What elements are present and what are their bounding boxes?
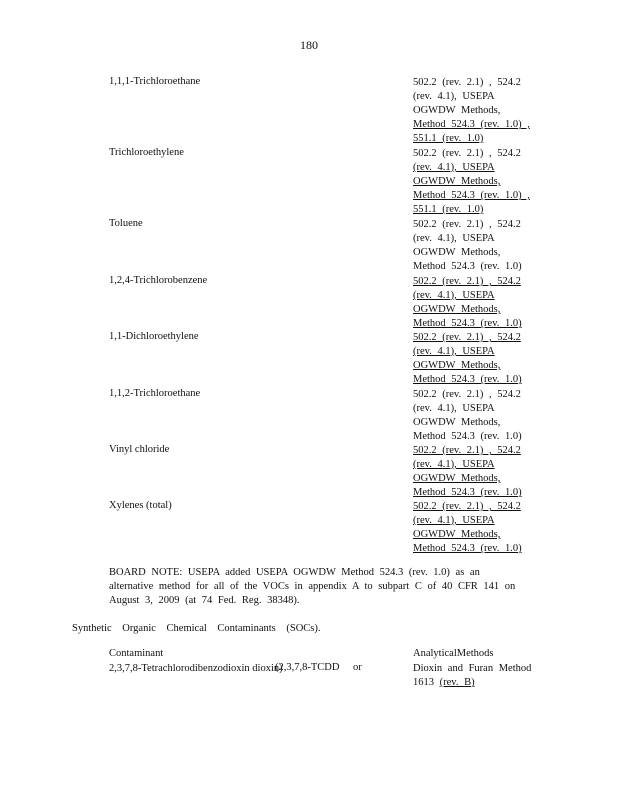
soc-section-title: Synthetic Organic Chemical Contaminants (SOCs).	[72, 623, 321, 634]
voc-method-line: Method 524.3 (rev. 1.0)	[413, 487, 522, 498]
analytical-methods-column-header: AnalyticalMethods	[413, 648, 494, 659]
soc-contaminant-abbreviation: (2,3,7,8-TCDD	[275, 662, 340, 673]
voc-contaminant-name: Toluene	[109, 218, 143, 229]
voc-method-line: 502.2 (rev. 2.1) , 524.2	[413, 445, 521, 456]
voc-method-line: OGWDW Methods,	[413, 105, 501, 116]
voc-method-line: Method 524.3 (rev. 1.0)	[413, 543, 522, 554]
soc-method-text: Dioxin and Furan Method	[413, 663, 532, 674]
voc-method-line: 502.2 (rev. 2.1) , 524.2	[413, 77, 521, 88]
voc-method-cell	[413, 218, 533, 274]
page-number: 180	[300, 38, 318, 52]
voc-method-line: OGWDW Methods,	[413, 247, 501, 258]
soc-method-number: 1613	[413, 677, 434, 688]
voc-contaminant-name: Trichloroethylene	[109, 147, 184, 158]
voc-method-line: 551.1 (rev. 1.0)	[413, 204, 484, 215]
voc-method-line: OGWDW Methods,	[413, 360, 501, 371]
voc-contaminant-name: 1,1-Dichloroethylene	[109, 331, 199, 342]
voc-method-line: 502.2 (rev. 2.1) , 524.2	[413, 276, 521, 287]
voc-method-cell	[413, 331, 533, 387]
voc-method-line: 551.1 (rev. 1.0)	[413, 133, 484, 144]
voc-method-line: (rev. 4.1), USEPA	[413, 290, 495, 301]
voc-method-cell	[413, 388, 533, 444]
voc-method-line: (rev. 4.1), USEPA	[413, 459, 495, 470]
voc-method-line: (rev. 4.1), USEPA	[413, 162, 495, 173]
voc-method-line: OGWDW Methods,	[413, 304, 501, 315]
voc-method-line: 502.2 (rev. 2.1) , 524.2	[413, 389, 521, 400]
voc-method-line: Method 524.3 (rev. 1.0)	[413, 431, 522, 442]
voc-method-line: OGWDW Methods,	[413, 417, 501, 428]
voc-method-cell	[413, 275, 533, 331]
soc-or-word: or	[353, 662, 362, 673]
voc-method-line: OGWDW Methods,	[413, 473, 501, 484]
voc-method-line: Method 524.3 (rev. 1.0) ,	[413, 190, 530, 201]
voc-method-line: (rev. 4.1), USEPA	[413, 346, 495, 357]
voc-method-line: OGWDW Methods,	[413, 529, 501, 540]
soc-method-revision: (rev. B)	[439, 677, 475, 688]
soc-method-cell	[413, 662, 538, 690]
voc-contaminant-name: 1,1,1-Trichloroethane	[109, 76, 201, 87]
voc-method-line: 502.2 (rev. 2.1) , 524.2	[413, 219, 521, 230]
voc-method-line: (rev. 4.1), USEPA	[413, 515, 495, 526]
voc-method-cell	[413, 147, 533, 217]
voc-method-cell	[413, 444, 533, 500]
voc-method-line: Method 524.3 (rev. 1.0)	[413, 261, 522, 272]
voc-method-line: Method 524.3 (rev. 1.0) ,	[413, 119, 530, 130]
voc-method-line: Method 524.3 (rev. 1.0)	[413, 318, 522, 329]
voc-method-cell	[413, 500, 533, 556]
voc-method-line: 502.2 (rev. 2.1) , 524.2	[413, 148, 521, 159]
voc-method-line: (rev. 4.1), USEPA	[413, 233, 495, 244]
voc-method-cell	[413, 76, 533, 146]
voc-method-line: Method 524.3 (rev. 1.0)	[413, 374, 522, 385]
contaminant-column-header: Contaminant	[109, 648, 164, 659]
voc-contaminant-name: 1,2,4-Trichlorobenzene	[109, 275, 208, 286]
voc-method-line: (rev. 4.1), USEPA	[413, 403, 495, 414]
voc-method-line: 502.2 (rev. 2.1) , 524.2	[413, 332, 521, 343]
voc-contaminant-name: Vinyl chloride	[109, 444, 170, 455]
voc-method-line: OGWDW Methods,	[413, 176, 501, 187]
soc-contaminant-name: 2,3,7,8-Tetrachlorodibenzodioxin dioxin)	[109, 663, 283, 674]
voc-method-line: (rev. 4.1), USEPA	[413, 91, 495, 102]
board-note: BOARD NOTE: USEPA added USEPA OGWDW Method 524.3 (rev. 1.0) as an alternative method for all of the VOCs in appendix A to subpart C of 40 CFR 141 on August 3, 2009 (at 74 Fed. Reg. 38348).	[109, 567, 516, 606]
voc-method-line: 502.2 (rev. 2.1) , 524.2	[413, 501, 521, 512]
voc-contaminant-name: 1,1,2-Trichloroethane	[109, 388, 201, 399]
voc-contaminant-name: Xylenes (total)	[109, 500, 172, 511]
